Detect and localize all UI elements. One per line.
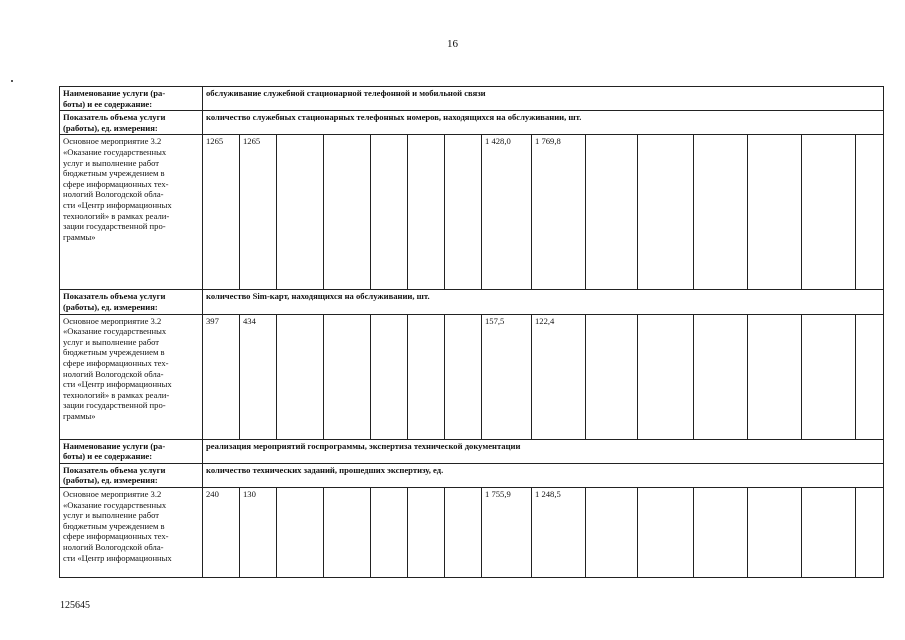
value-cell: 397: [203, 314, 240, 439]
indicator-label: Показатель объема услуги (работы), ед. измерения:: [60, 463, 203, 487]
indicator-header-row: [60, 111, 884, 135]
page-number: 16: [447, 38, 458, 50]
value-cell: [638, 487, 694, 577]
value-cell: [856, 314, 884, 439]
service-name: реализация мероприятий госпрограммы, экспертиза технической документации: [203, 439, 884, 463]
value-cell: [748, 487, 802, 577]
service-header-row: [60, 87, 884, 111]
value-cell: 434: [240, 314, 277, 439]
value-cell: 1 428,0: [482, 135, 532, 290]
indicator-name: количество технических заданий, прошедших экспертизу, ед.: [203, 463, 884, 487]
value-cell: 1265: [203, 135, 240, 290]
indicator-label: Показатель объема услуги (работы), ед. измерения:: [60, 111, 203, 135]
value-cell: [277, 487, 324, 577]
value-cell: [694, 314, 748, 439]
value-cell: 1 248,5: [532, 487, 586, 577]
indicator-header-row: [60, 290, 884, 314]
services-table: [59, 86, 884, 578]
value-cell: [748, 135, 802, 290]
value-cell: [638, 314, 694, 439]
value-cell: [802, 314, 856, 439]
indicator-name: количество Sim-карт, находящихся на обслуживании, шт.: [203, 290, 884, 314]
service-label: Наименование услуги (ра- боты) и ее содержание:: [60, 87, 203, 111]
value-cell: [324, 135, 371, 290]
value-cell: [408, 135, 445, 290]
indicator-name: количество служебных стационарных телефонных номеров, находящихся на обслуживании, шт.: [203, 111, 884, 135]
value-cell: [371, 135, 408, 290]
service-header-row: [60, 439, 884, 463]
value-cell: [445, 135, 482, 290]
value-cell: 240: [203, 487, 240, 577]
service-name: обслуживание служебной стационарной телефонной и мобильной связи: [203, 87, 884, 111]
value-cell: [856, 135, 884, 290]
value-cell: 157,5: [482, 314, 532, 439]
value-cell: [802, 487, 856, 577]
value-cell: [638, 135, 694, 290]
value-cell: [586, 314, 638, 439]
value-cell: 130: [240, 487, 277, 577]
value-cell: [277, 135, 324, 290]
indicator-label: Показатель объема услуги (работы), ед. измерения:: [60, 290, 203, 314]
value-cell: [694, 135, 748, 290]
value-cell: [371, 487, 408, 577]
value-cell: [445, 314, 482, 439]
value-cell: [408, 487, 445, 577]
value-cell: [445, 487, 482, 577]
margin-mark: [11, 80, 13, 82]
activity-description: Основное мероприятие 3.2 «Оказание государственных услуг и выполнение работ бюджетным учреждением в сфере информационных тех- нологий Вологодской обла- сти «Центр информационных технологий» в рамках реали- зации государственной про- граммы»: [60, 314, 203, 439]
value-cell: 1 755,9: [482, 487, 532, 577]
value-cell: [694, 487, 748, 577]
indicator-header-row: [60, 463, 884, 487]
activity-description: Основное мероприятие 3.2 «Оказание государственных услуг и выполнение работ бюджетным учреждением в сфере информационных тех- нологий Вологодской обла- сти «Центр информационных технологий» в рамках реали- зации государственной про- граммы»: [60, 135, 203, 290]
value-cell: [748, 314, 802, 439]
value-cell: [408, 314, 445, 439]
activity-description: Основное мероприятие 3.2 «Оказание государственных услуг и выполнение работ бюджетным учреждением в сфере информационных тех- нологий Вологодской обла- сти «Центр информационных: [60, 487, 203, 577]
value-cell: [324, 487, 371, 577]
value-cell: [586, 135, 638, 290]
value-cell: 1 769,8: [532, 135, 586, 290]
table-row: [60, 314, 884, 439]
value-cell: [586, 487, 638, 577]
table-row: [60, 135, 884, 290]
table-row: [60, 487, 884, 577]
document-code: 125645: [60, 600, 90, 611]
value-cell: 122,4: [532, 314, 586, 439]
value-cell: [371, 314, 408, 439]
value-cell: [324, 314, 371, 439]
service-label: Наименование услуги (ра- боты) и ее содержание:: [60, 439, 203, 463]
value-cell: [802, 135, 856, 290]
value-cell: 1265: [240, 135, 277, 290]
value-cell: [277, 314, 324, 439]
value-cell: [856, 487, 884, 577]
